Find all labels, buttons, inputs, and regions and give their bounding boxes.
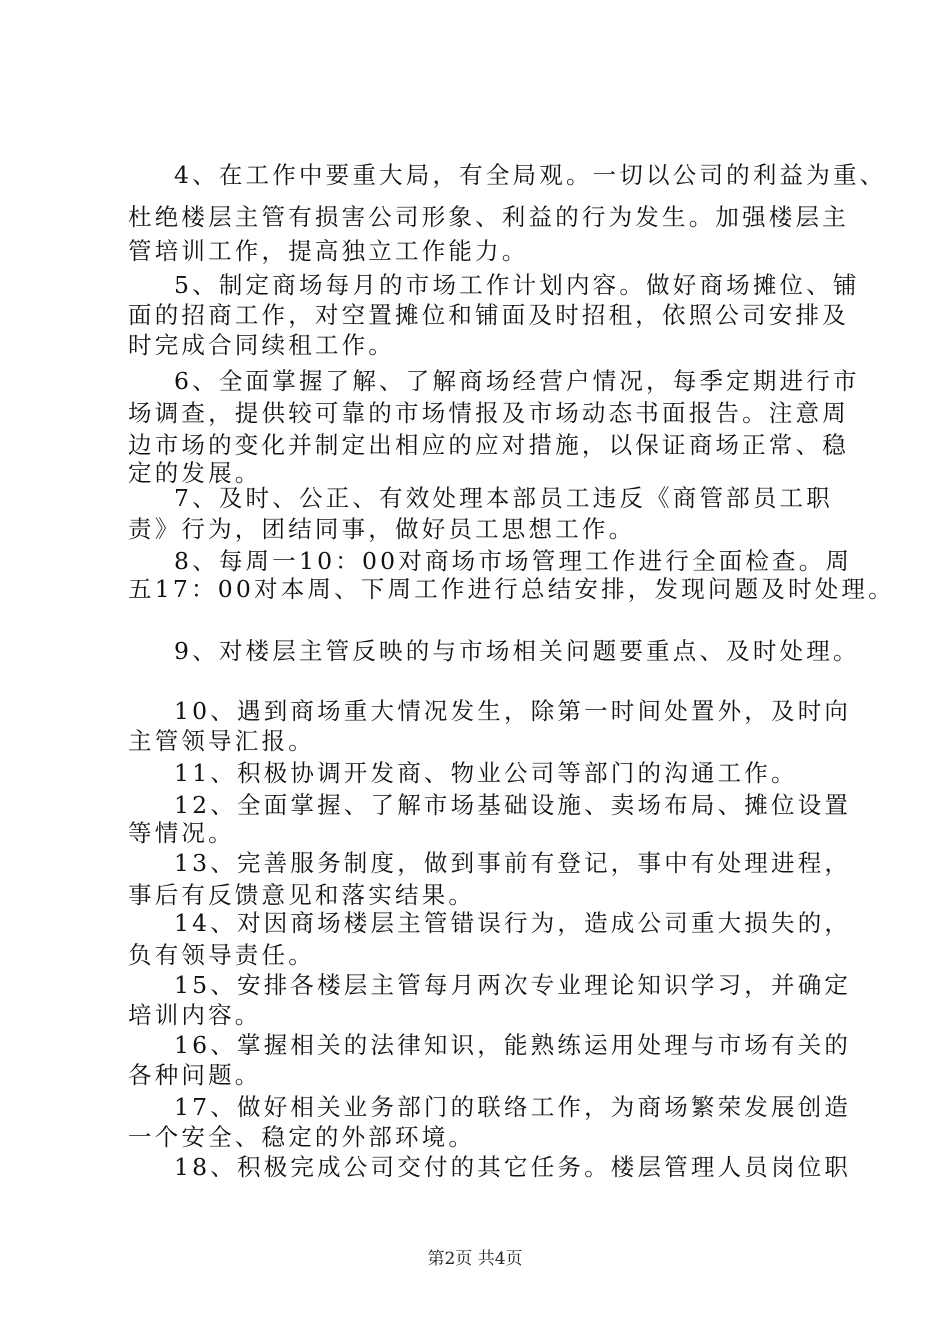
text-line: 事后有反馈意见和落实结果。 bbox=[128, 881, 476, 909]
text-line: 五17：00对本周、下周工作进行总结安排，发现问题及时处理。 bbox=[128, 575, 895, 603]
text-line: 8、每周一10：00对商场市场管理工作进行全面检查。周 bbox=[174, 547, 853, 575]
page-number-footer: 第2页 共4页 bbox=[427, 1249, 523, 1269]
text-line: 场调查，提供较可靠的市场情报及市场动态书面报告。注意周 bbox=[128, 399, 849, 427]
text-line: 13、完善服务制度，做到事前有登记，事中有处理进程， bbox=[174, 849, 852, 877]
text-line: 10、遇到商场重大情况发生，除第一时间处置外，及时向 bbox=[174, 697, 852, 725]
text-line: 5、制定商场每月的市场工作计划内容。做好商场摊位、铺 bbox=[174, 271, 860, 299]
text-line: 主管领导汇报。 bbox=[128, 727, 315, 755]
text-line: 定的发展。 bbox=[128, 459, 262, 487]
text-line: 负有领导责任。 bbox=[128, 941, 315, 969]
text-line: 4、在工作中要重大局，有全局观。一切以公司的利益为重、 bbox=[174, 161, 887, 189]
text-line: 15、安排各楼层主管每月两次专业理论知识学习，并确定 bbox=[174, 971, 852, 999]
text-line: 7、及时、公正、有效处理本部员工违反《商管部员工职 bbox=[174, 484, 833, 512]
text-line: 一个安全、稳定的外部环境。 bbox=[128, 1123, 476, 1151]
text-line: 面的招商工作，对空置摊位和铺面及时招租，依照公司安排及 bbox=[128, 301, 849, 329]
text-line: 16、掌握相关的法律知识，能熟练运用处理与市场有关的 bbox=[174, 1031, 852, 1059]
text-line: 18、积极完成公司交付的其它任务。楼层管理人员岗位职 bbox=[174, 1153, 852, 1181]
text-line: 11、积极协调开发商、物业公司等部门的沟通工作。 bbox=[174, 759, 798, 787]
text-line: 17、做好相关业务部门的联络工作，为商场繁荣发展创造 bbox=[174, 1093, 852, 1121]
text-line: 14、对因商场楼层主管错误行为，造成公司重大损失的， bbox=[174, 909, 852, 937]
text-line: 管培训工作，提高独立工作能力。 bbox=[128, 237, 529, 265]
text-line: 责》行为，团结同事，做好员工思想工作。 bbox=[128, 515, 636, 543]
text-line: 等情况。 bbox=[128, 819, 235, 847]
text-line: 各种问题。 bbox=[128, 1061, 262, 1089]
text-line: 时完成合同续租工作。 bbox=[128, 331, 395, 359]
text-line: 边市场的变化并制定出相应的应对措施，以保证商场正常、稳 bbox=[128, 431, 849, 459]
text-line: 6、全面掌握了解、了解商场经营户情况，每季定期进行市 bbox=[174, 367, 860, 395]
text-line: 培训内容。 bbox=[128, 1001, 262, 1029]
text-line: 12、全面掌握、了解市场基础设施、卖场布局、摊位设置 bbox=[174, 791, 852, 819]
text-line: 9、对楼层主管反映的与市场相关问题要重点、及时处理。 bbox=[174, 637, 860, 665]
text-line: 杜绝楼层主管有损害公司形象、利益的行为发生。加强楼层主 bbox=[128, 203, 849, 231]
